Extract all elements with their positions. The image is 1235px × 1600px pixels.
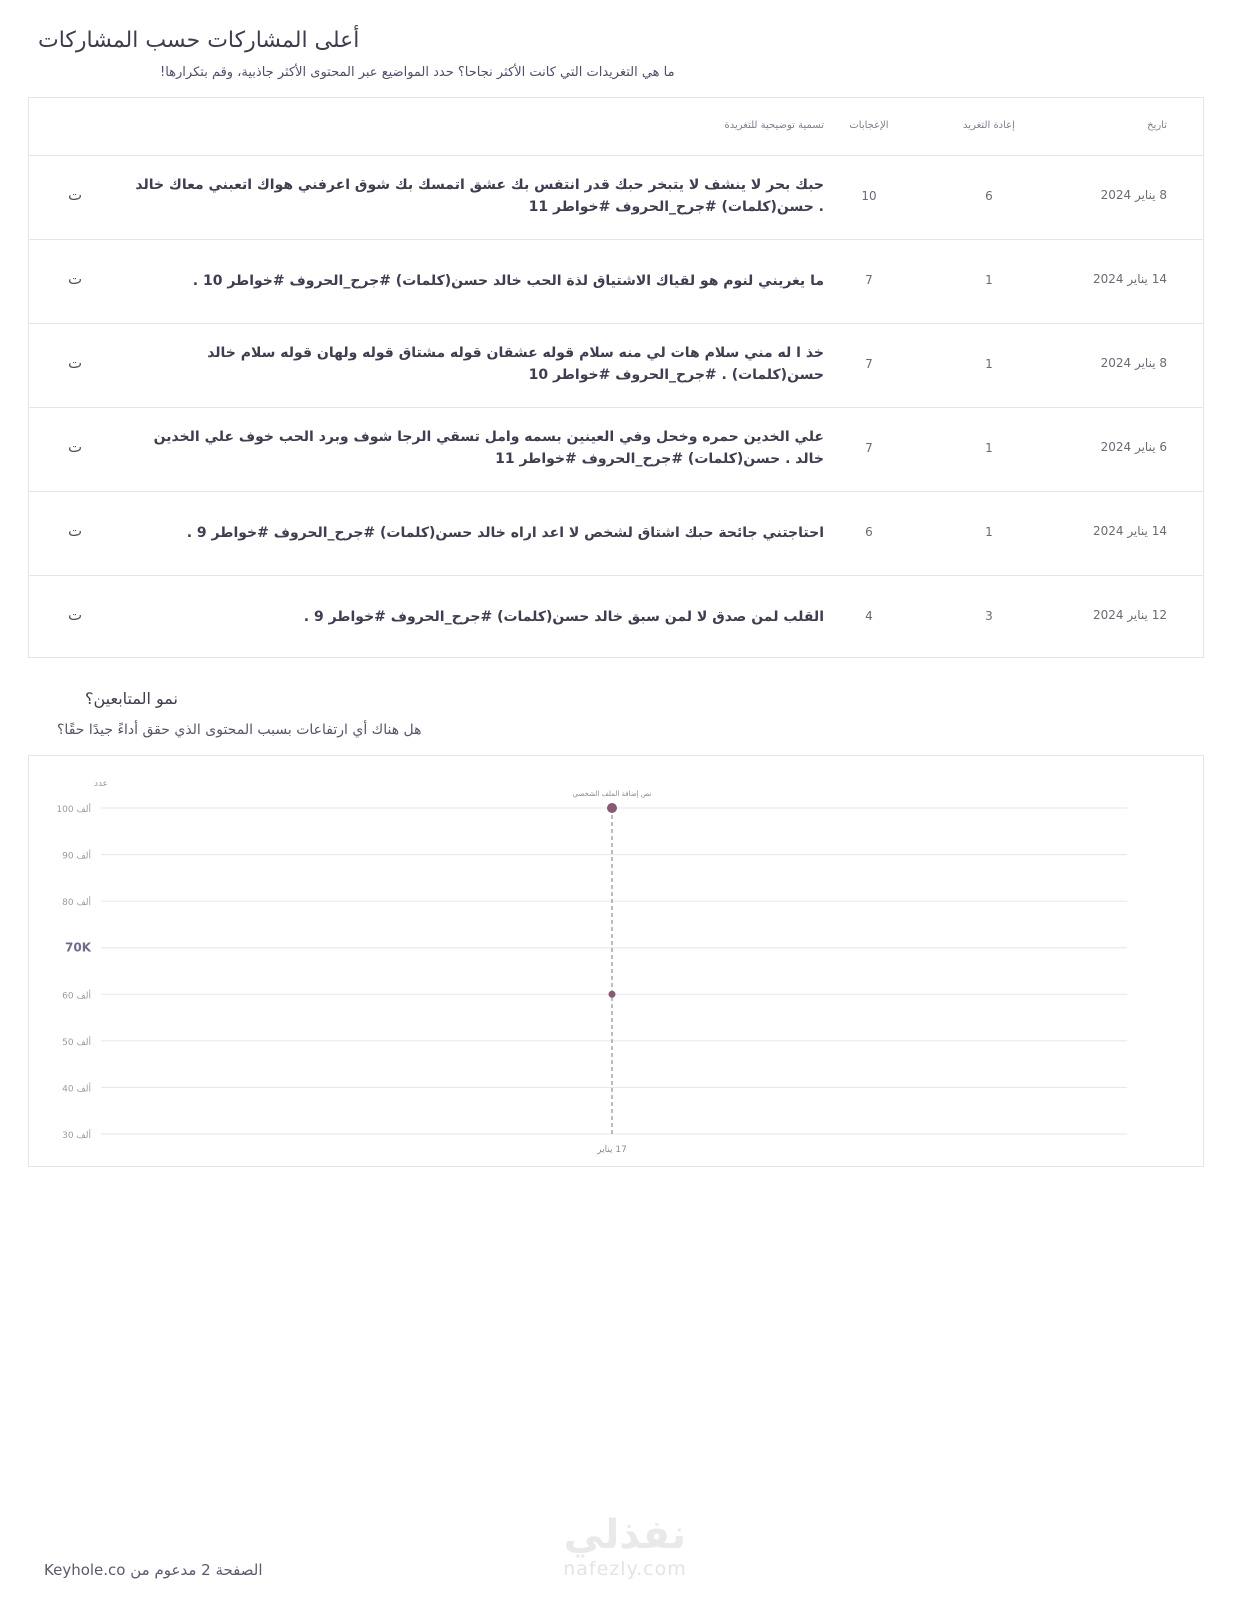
tweet-type-icon: ت (67, 522, 83, 540)
row-tweet-text: ما يغريني لنوم هو لقياك الاشتياق لذة الحب خالد حسن(كلمات) #جرح_الحروف #خواطر 10 . (192, 273, 824, 289)
top-posts-table (28, 97, 1204, 658)
nafezly-watermark (540, 1512, 710, 1580)
data-point (607, 803, 617, 813)
row-retweets: 1 (985, 441, 993, 455)
followers-subtitle: هل هناك أي ارتفاعات بسبب المحتوى الذي حقق أداءً جيدًا حقًا؟ (57, 722, 422, 738)
table-row (29, 407, 1203, 491)
y-tick-label: 70K (65, 940, 91, 955)
row-likes: 7 (865, 357, 873, 371)
row-tweet-text: احتاجتني جائحة حبك اشتاق لشخص لا اعد اراه خالد حسن(كلمات) #جرح_الحروف #خواطر 9 . (186, 525, 824, 541)
y-axis-label: عدد (93, 779, 109, 789)
y-tick-label: 100 ألف (56, 805, 91, 815)
y-tick-label: 90 ألف (62, 851, 91, 862)
row-retweets: 3 (985, 609, 993, 623)
tweet-type-icon: ت (67, 270, 83, 288)
row-tweet-text: حبك بحر لا ينشف لا يتبخر حبك قدر انتفس بك عشق اتمسك بك شوق اعرفني هواك اتعبني معاك خالد . حسن(كلمات) #جرح_الحروف #خواطر 11 (135, 177, 824, 215)
row-date: 14 يناير 2024 (1092, 272, 1167, 286)
followers-title: نمو المتابعين؟ (85, 689, 178, 708)
row-likes: 10 (861, 189, 877, 203)
y-tick-label: 60 ألف (62, 991, 91, 1002)
header-likes: الإعجابات (849, 120, 889, 131)
table-row (29, 239, 1203, 323)
row-tweet-text: علي الخدين حمره وخحل وفي العينين بسمه وامل تسقي الرجا شوف وبرد الحب خوف علي الخدين خالد . حسن(كلمات) #جرح_الحروف #خواطر 11 (153, 429, 824, 467)
row-likes: 6 (865, 525, 873, 539)
table-row (29, 155, 1203, 239)
watermark-arabic: نفذلي (563, 1512, 687, 1558)
followers-chart (29, 756, 1203, 1166)
followers-chart-card (28, 755, 1204, 1167)
footer-text: الصفحة 2 مدعوم من Keyhole.co (44, 1561, 263, 1579)
row-likes: 7 (865, 441, 873, 455)
y-tick-label: 40 ألف (62, 1084, 91, 1095)
table-header-row (29, 98, 1203, 158)
row-retweets: 1 (985, 273, 993, 287)
row-date: 6 يناير 2024 (1100, 440, 1167, 454)
page-subtitle: ما هي التغريدات التي كانت الأكثر نجاحا؟ حدد المواضيع عبر المحتوى الأكثر جاذبية، وقم بتكرارها! (160, 65, 675, 80)
y-tick-label: 80 ألف (62, 898, 91, 909)
tweet-type-icon: ت (67, 354, 83, 372)
header-date: تاريخ (1147, 120, 1167, 131)
data-point (609, 991, 616, 998)
x-tick-label: 17 يناير (597, 1145, 627, 1155)
row-retweets: 1 (985, 525, 993, 539)
row-retweets: 6 (985, 189, 993, 203)
row-date: 8 يناير 2024 (1100, 188, 1167, 202)
row-likes: 7 (865, 273, 873, 287)
header-retweets: إعادة التغريد (963, 120, 1015, 131)
y-tick-label: 50 ألف (62, 1037, 91, 1048)
annotation-label: نص إضافة الملف الشخصي (572, 790, 652, 798)
tweet-type-icon: ت (67, 186, 83, 204)
row-date: 14 يناير 2024 (1092, 524, 1167, 538)
row-retweets: 1 (985, 357, 993, 371)
row-tweet-text: خذ ا له مني سلام هات لي منه سلام قوله عشقان قوله مشتاق قوله ولهان قوله سلام خالد حسن(كلمات) . #جرح_الحروف #خواطر 10 (207, 345, 824, 383)
page-title: أعلى المشاركات حسب المشاركات (38, 28, 360, 53)
header-label: تسمية توضيحية للتغريدة (724, 120, 824, 131)
tweet-type-icon: ت (67, 606, 83, 624)
row-tweet-text: القلب لمن صدق لا لمن سبق خالد حسن(كلمات) #جرح_الحروف #خواطر 9 . (303, 609, 824, 625)
row-date: 8 يناير 2024 (1100, 356, 1167, 370)
table-row (29, 491, 1203, 575)
table-row (29, 575, 1203, 659)
table-row (29, 323, 1203, 407)
watermark-latin: nafezly.com (563, 1558, 687, 1580)
row-date: 12 يناير 2024 (1092, 608, 1167, 622)
row-likes: 4 (865, 609, 873, 623)
tweet-type-icon: ت (67, 438, 83, 456)
y-tick-label: 30 ألف (62, 1131, 91, 1141)
